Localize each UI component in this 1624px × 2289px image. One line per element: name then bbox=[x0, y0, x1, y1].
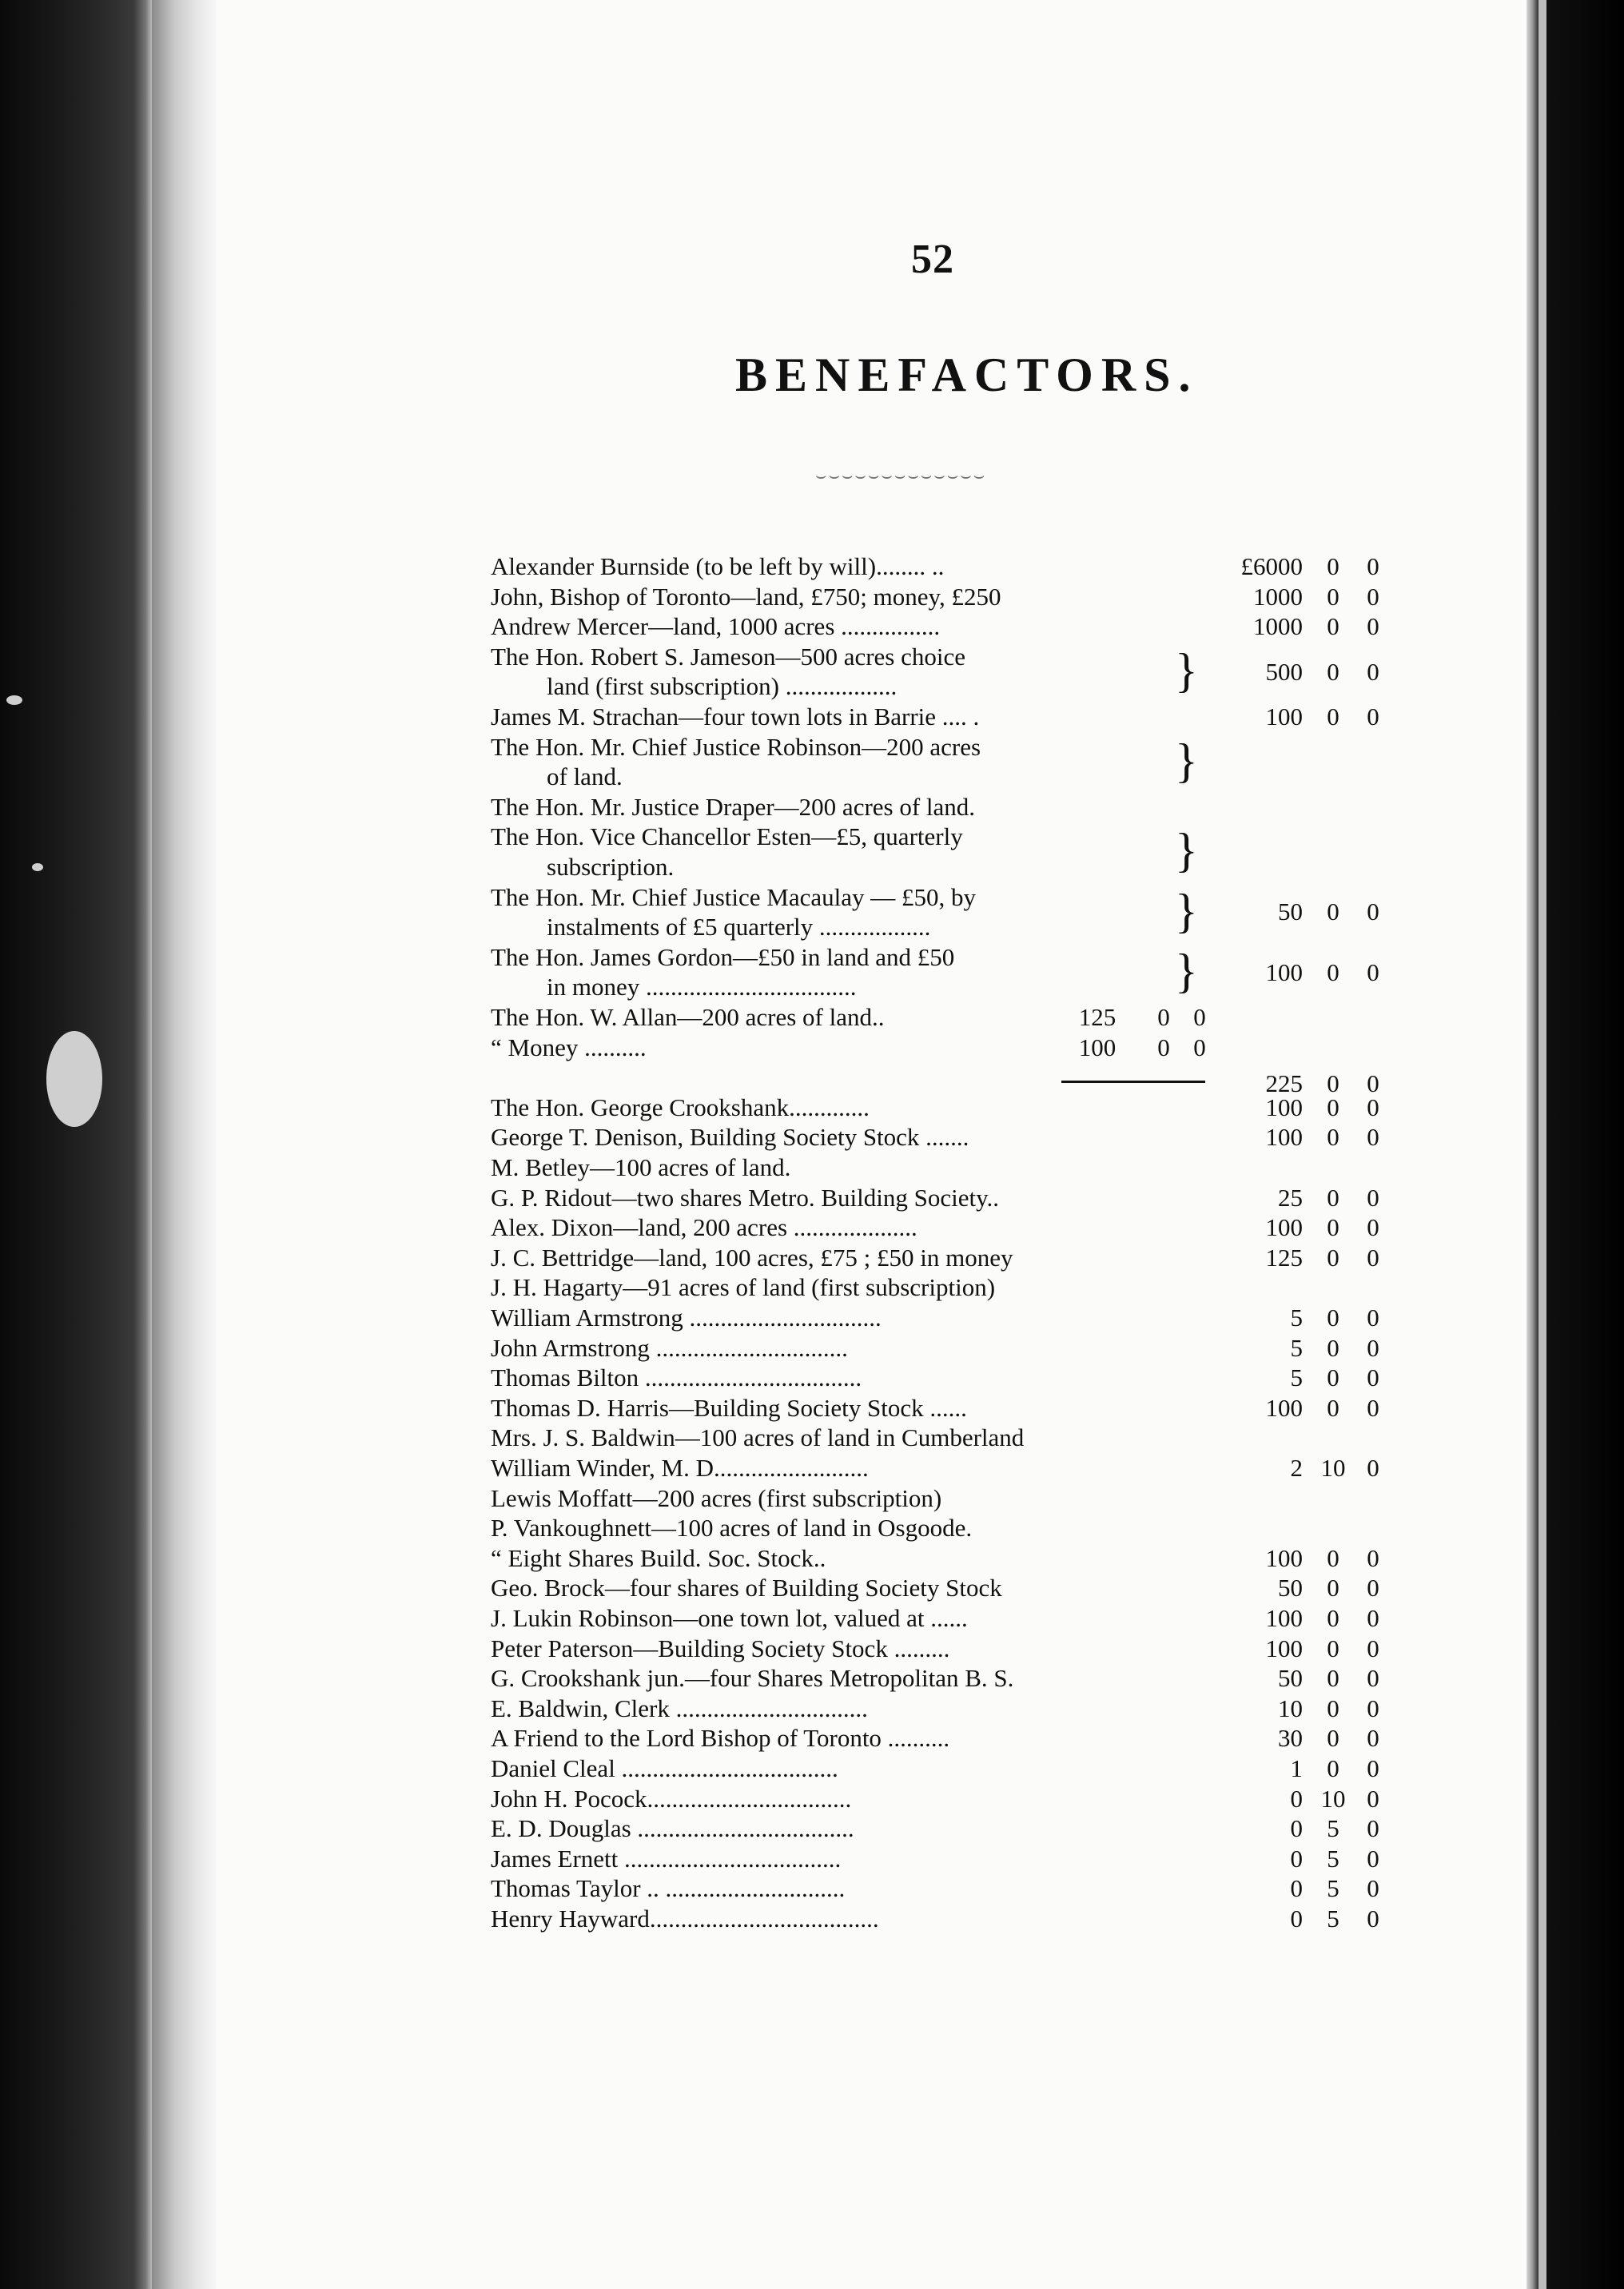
amount-shillings: 0 bbox=[1327, 1363, 1339, 1392]
amount-pounds: 100 bbox=[1265, 1634, 1303, 1662]
title-ornament: ⌣⌣⌣⌣⌣⌣⌣⌣⌣⌣⌣⌣⌣ bbox=[815, 465, 987, 484]
amount-pence: 0 bbox=[1367, 957, 1379, 986]
amount-shillings: 0 bbox=[1327, 657, 1339, 686]
amount-pence: 0 bbox=[1367, 1069, 1379, 1098]
amount-pounds: 100 bbox=[1265, 1393, 1303, 1422]
entry-text: John Armstrong ............................... bbox=[491, 1333, 848, 1362]
entry-amount bbox=[1199, 1573, 1391, 1602]
amount-pence: 0 bbox=[1367, 1454, 1379, 1482]
amount-pence: 0 bbox=[1367, 1905, 1379, 1933]
amount-shillings: 10 bbox=[1320, 1784, 1346, 1813]
amount-pence: 0 bbox=[1367, 1634, 1379, 1662]
amount-shillings: 0 bbox=[1327, 1574, 1339, 1602]
amount-pence: 0 bbox=[1367, 1093, 1379, 1121]
amount-pounds: 100 bbox=[1265, 703, 1303, 730]
amount-pence: 0 bbox=[1367, 1243, 1379, 1272]
entry-amount bbox=[1199, 1663, 1391, 1693]
entry-text: Mrs. J. S. Baldwin—100 acres of land in Cumberland bbox=[491, 1423, 1025, 1452]
amount-pence: 0 bbox=[1367, 1814, 1379, 1843]
subamount-shillings: 0 bbox=[1157, 1003, 1170, 1031]
entry-amount bbox=[1199, 1754, 1391, 1783]
amount-pence: 0 bbox=[1367, 1664, 1379, 1693]
amount-pence: 0 bbox=[1367, 1393, 1379, 1422]
amount-pence: 0 bbox=[1367, 1724, 1379, 1753]
amount-pounds: 500 bbox=[1265, 657, 1303, 686]
entry-text: William Armstrong ............................... bbox=[491, 1304, 882, 1332]
amount-pounds: 1 bbox=[1290, 1754, 1303, 1782]
amount-pounds: 5 bbox=[1290, 1304, 1303, 1332]
amount-pence: 0 bbox=[1367, 1363, 1379, 1392]
entry-text: John, Bishop of Toronto—land, £750; money, £250 bbox=[491, 582, 1001, 611]
entry-amount bbox=[1199, 1543, 1391, 1573]
entry-amount bbox=[1199, 1122, 1391, 1152]
entry-text: Thomas D. Harris—Building Society Stock ...... bbox=[491, 1393, 967, 1422]
amount-pounds: 100 bbox=[1265, 1543, 1303, 1572]
amount-shillings: 0 bbox=[1327, 703, 1339, 730]
amount-shillings: 10 bbox=[1320, 1454, 1346, 1482]
amount-pence: 0 bbox=[1367, 1183, 1379, 1212]
entry-amount bbox=[1199, 1393, 1391, 1423]
amount-pounds: 100 bbox=[1265, 1213, 1303, 1242]
entry-amount bbox=[1199, 1243, 1391, 1272]
subamount-pence: 0 bbox=[1193, 1033, 1206, 1061]
amount-shillings: 0 bbox=[1327, 1304, 1339, 1332]
entry-text: William Winder, M. D......................... bbox=[491, 1454, 869, 1482]
amount-shillings: 0 bbox=[1327, 1093, 1339, 1121]
amount-pence: 0 bbox=[1367, 1543, 1379, 1572]
amount-pence: 0 bbox=[1367, 1844, 1379, 1873]
amount-pounds: 2 bbox=[1290, 1454, 1303, 1482]
entry-text: John H. Pocock................................. bbox=[491, 1784, 852, 1813]
amount-pounds: 0 bbox=[1290, 1905, 1303, 1933]
amount-pounds: 25 bbox=[1278, 1183, 1303, 1212]
amount-pounds: 1000 bbox=[1253, 582, 1303, 611]
amount-shillings: 0 bbox=[1327, 582, 1339, 611]
entry-text: James M. Strachan—four town lots in Barrie .... . bbox=[491, 703, 980, 730]
amount-shillings: 5 bbox=[1327, 1814, 1339, 1843]
subamount-shillings: 0 bbox=[1157, 1033, 1170, 1061]
amount-pounds: 0 bbox=[1290, 1814, 1303, 1843]
amount-pence: 0 bbox=[1367, 1333, 1379, 1362]
page-speck bbox=[6, 695, 22, 705]
entry-amount bbox=[1199, 1303, 1391, 1332]
amount-pence: 0 bbox=[1367, 582, 1379, 611]
entry-amount bbox=[1199, 1694, 1391, 1723]
amount-shillings: 0 bbox=[1327, 1333, 1339, 1362]
entry-text: Henry Hayward..................................... bbox=[491, 1905, 879, 1933]
page-number: 52 bbox=[911, 237, 954, 282]
amount-pounds: 50 bbox=[1278, 898, 1303, 926]
amount-pounds: 1000 bbox=[1253, 612, 1303, 641]
amount-shillings: 0 bbox=[1327, 1069, 1339, 1098]
subamount-pounds: 100 bbox=[1078, 1033, 1116, 1061]
amount-pounds: 100 bbox=[1265, 957, 1303, 986]
amount-shillings: 0 bbox=[1327, 1393, 1339, 1422]
entry-amount bbox=[1199, 582, 1391, 611]
amount-pence: 0 bbox=[1367, 657, 1379, 686]
amount-shillings: 5 bbox=[1327, 1874, 1339, 1903]
amount-pounds: 5 bbox=[1290, 1363, 1303, 1392]
amount-pence: 0 bbox=[1367, 1754, 1379, 1782]
entry-text: George T. Denison, Building Society Stock ....... bbox=[491, 1123, 969, 1152]
amount-pence: 0 bbox=[1367, 552, 1379, 580]
amount-pence: 0 bbox=[1367, 1784, 1379, 1813]
entry-text: The Hon. James Gordon—£50 in land and £50 bbox=[491, 942, 955, 971]
entry-amount bbox=[1199, 657, 1391, 687]
amount-pence: 0 bbox=[1367, 703, 1379, 730]
entry-amount bbox=[1199, 1873, 1391, 1903]
entry-text: The Hon. Mr. Chief Justice Robinson—200 acres bbox=[491, 732, 981, 761]
amount-shillings: 0 bbox=[1327, 1694, 1339, 1722]
amount-pounds: 30 bbox=[1278, 1724, 1303, 1753]
amount-shillings: 0 bbox=[1327, 1213, 1339, 1242]
amount-shillings: 5 bbox=[1327, 1844, 1339, 1873]
amount-shillings: 0 bbox=[1327, 1604, 1339, 1632]
amount-pounds: 125 bbox=[1265, 1243, 1303, 1272]
amount-shillings: 0 bbox=[1327, 1543, 1339, 1572]
amount-pence: 0 bbox=[1367, 1574, 1379, 1602]
entry-text: E. D. Douglas ................................... bbox=[491, 1814, 854, 1843]
book-binding-edge bbox=[0, 0, 152, 2289]
entry-text: M. Betley—100 acres of land. bbox=[491, 1153, 791, 1181]
entry-amount bbox=[1199, 1813, 1391, 1843]
entry-text: The Hon. George Crookshank............. bbox=[491, 1093, 870, 1121]
entry-text: Lewis Moffatt—200 acres (first subscription) bbox=[491, 1483, 942, 1512]
entry-text: Thomas Taylor .. ............................. bbox=[491, 1874, 846, 1903]
entry-text: The Hon. Vice Chancellor Esten—£5, quarterly bbox=[491, 822, 963, 851]
entry-text: P. Vankoughnett—100 acres of land in Osgoode. bbox=[491, 1514, 973, 1543]
amount-pounds: 10 bbox=[1278, 1694, 1303, 1722]
amount-shillings: 0 bbox=[1327, 1183, 1339, 1212]
amount-pounds: 50 bbox=[1278, 1664, 1303, 1693]
entry-text: The Hon. Mr. Chief Justice Macaulay — £50, by bbox=[491, 882, 976, 911]
entry-brace: } bbox=[1175, 884, 1198, 937]
amount-pence: 0 bbox=[1367, 1604, 1379, 1632]
entry-text: Andrew Mercer—land, 1000 acres ................ bbox=[491, 612, 941, 641]
entry-amount bbox=[1199, 1093, 1391, 1122]
entry-text: Daniel Cleal ................................... bbox=[491, 1754, 838, 1782]
facing-page-strip bbox=[1538, 0, 1546, 2289]
amount-pounds: 100 bbox=[1265, 1604, 1303, 1632]
amount-shillings: 0 bbox=[1327, 898, 1339, 926]
entry-brace: } bbox=[1175, 734, 1198, 787]
entry-amount bbox=[1199, 1723, 1391, 1753]
entry-text: Alex. Dixon—land, 200 acres .................... bbox=[491, 1213, 917, 1242]
entry-brace: } bbox=[1175, 824, 1198, 878]
entry-amount bbox=[1199, 1603, 1391, 1633]
amount-pounds: 5 bbox=[1290, 1333, 1303, 1362]
entry-amount bbox=[1199, 1844, 1391, 1873]
entry-amount bbox=[1199, 551, 1391, 581]
amount-pence: 0 bbox=[1367, 1694, 1379, 1722]
amount-shillings: 0 bbox=[1327, 1243, 1339, 1272]
page-stain bbox=[46, 1031, 102, 1127]
entry-amount bbox=[1199, 1363, 1391, 1392]
entry-text: E. Baldwin, Clerk ............................... bbox=[491, 1694, 868, 1722]
amount-pence: 0 bbox=[1367, 1123, 1379, 1152]
entry-amount bbox=[1199, 1904, 1391, 1933]
amount-pence: 0 bbox=[1367, 1213, 1379, 1242]
entry-text: Geo. Brock—four shares of Building Society Stock bbox=[491, 1574, 1002, 1602]
amount-shillings: 0 bbox=[1327, 1724, 1339, 1753]
amount-pounds: 225 bbox=[1265, 1069, 1303, 1098]
entry-amount bbox=[1199, 1212, 1391, 1242]
entry-amount bbox=[1199, 1784, 1391, 1813]
amount-pounds: 0 bbox=[1290, 1844, 1303, 1873]
entry-text: Alexander Burnside (to be left by will)........ .. bbox=[491, 552, 945, 580]
entry-amount bbox=[1199, 611, 1391, 641]
entry-text: “ Eight Shares Build. Soc. Stock.. bbox=[491, 1543, 826, 1572]
amount-pounds: 0 bbox=[1290, 1784, 1303, 1813]
amount-pounds: £6000 bbox=[1240, 552, 1303, 580]
entry-subamount bbox=[1069, 1002, 1213, 1032]
entry-text: J. Lukin Robinson—one town lot, valued at ...... bbox=[491, 1604, 968, 1632]
subamount-pounds: 125 bbox=[1078, 1003, 1116, 1031]
page-gutter bbox=[152, 0, 216, 2289]
amount-pence: 0 bbox=[1367, 1304, 1379, 1332]
entry-text: The Hon. Mr. Justice Draper—200 acres of land. bbox=[491, 792, 976, 821]
amount-pounds: 0 bbox=[1290, 1874, 1303, 1903]
entry-text: Peter Paterson—Building Society Stock ......... bbox=[491, 1634, 950, 1662]
amount-shillings: 0 bbox=[1327, 957, 1339, 986]
entry-brace: } bbox=[1175, 643, 1198, 697]
amount-pounds: 100 bbox=[1265, 1123, 1303, 1152]
entry-amount bbox=[1199, 1333, 1391, 1363]
entry-text: J. H. Hagarty—91 acres of land (first subscription) bbox=[491, 1273, 996, 1302]
amount-pounds: 50 bbox=[1278, 1574, 1303, 1602]
entry-continuation: of land. bbox=[547, 762, 623, 791]
entry-text: The Hon. Robert S. Jameson—500 acres choice bbox=[491, 642, 966, 671]
amount-pence: 0 bbox=[1367, 612, 1379, 641]
entry-amount bbox=[1199, 1453, 1391, 1483]
page-title: BENEFACTORS. bbox=[735, 348, 1199, 401]
amount-shillings: 0 bbox=[1327, 1123, 1339, 1152]
entry-text: A Friend to the Lord Bishop of Toronto .......... bbox=[491, 1724, 950, 1753]
entry-amount bbox=[1199, 957, 1391, 987]
entry-amount bbox=[1199, 1183, 1391, 1212]
entry-text: “ Money .......... bbox=[491, 1033, 647, 1061]
amount-pounds: 100 bbox=[1265, 1093, 1303, 1121]
entry-text: G. P. Ridout—two shares Metro. Building Society.. bbox=[491, 1183, 1000, 1212]
entry-text: Thomas Bilton ................................... bbox=[491, 1363, 862, 1392]
entry-amount bbox=[1199, 1634, 1391, 1663]
amount-shillings: 0 bbox=[1327, 1754, 1339, 1782]
entry-subamount bbox=[1069, 1033, 1213, 1062]
page-speck bbox=[32, 863, 43, 871]
amount-shillings: 0 bbox=[1327, 1664, 1339, 1693]
amount-shillings: 5 bbox=[1327, 1905, 1339, 1933]
amount-shillings: 0 bbox=[1327, 552, 1339, 580]
amount-shillings: 0 bbox=[1327, 612, 1339, 641]
entry-text: The Hon. W. Allan—200 acres of land.. bbox=[491, 1003, 885, 1031]
entry-brace: } bbox=[1175, 944, 1198, 997]
entry-continuation: land (first subscription) .................. bbox=[547, 672, 898, 701]
subtotal-rule bbox=[1061, 1081, 1205, 1083]
entry-continuation: in money .................................. bbox=[547, 973, 857, 1001]
entry-amount bbox=[1199, 702, 1391, 731]
entry-continuation: subscription. bbox=[547, 853, 675, 881]
entry-continuation: instalments of £5 quarterly .................. bbox=[547, 913, 931, 941]
amount-pence: 0 bbox=[1367, 1874, 1379, 1903]
amount-pence: 0 bbox=[1367, 898, 1379, 926]
entry-text: James Ernett ................................... bbox=[491, 1844, 842, 1873]
subamount-pence: 0 bbox=[1193, 1003, 1206, 1031]
amount-shillings: 0 bbox=[1327, 1634, 1339, 1662]
entry-text: G. Crookshank jun.—four Shares Metropolitan B. S. bbox=[491, 1664, 1014, 1693]
entry-amount bbox=[1199, 897, 1391, 926]
entry-text: J. C. Bettridge—land, 100 acres, £75 ; £50 in money bbox=[491, 1243, 1013, 1272]
